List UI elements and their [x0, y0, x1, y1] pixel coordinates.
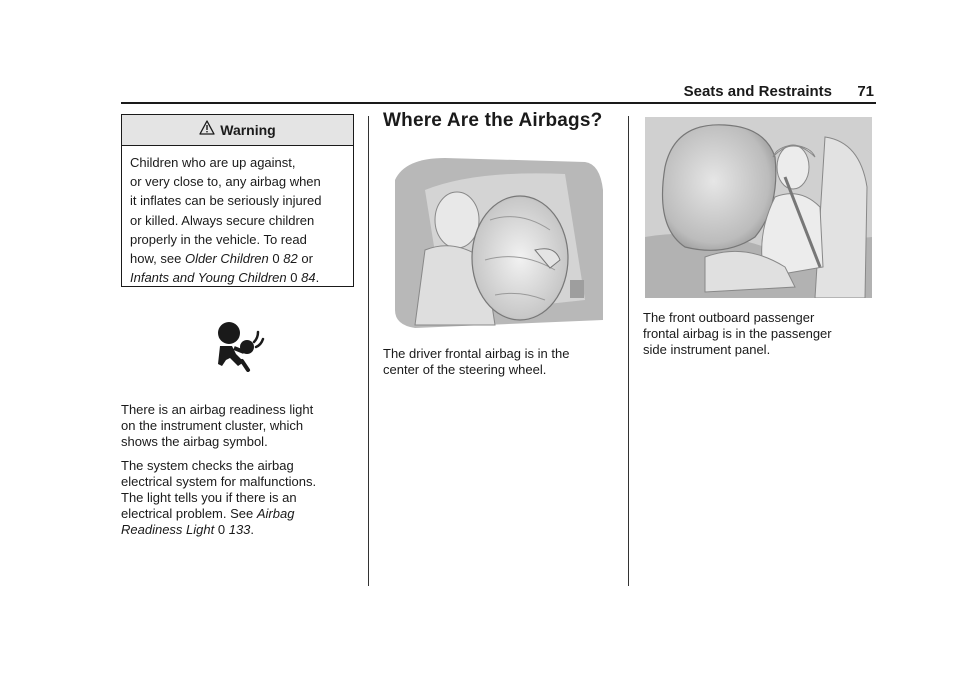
warning-line: or — [301, 251, 313, 267]
warning-line: how, see — [130, 251, 182, 267]
text-line: electrical problem. See — [121, 506, 254, 521]
warning-icon — [199, 120, 215, 136]
page-header — [121, 80, 876, 104]
page-number: 71 — [857, 83, 874, 100]
text-line: frontal airbag is in the passenger — [643, 326, 832, 341]
text-line: The system checks the airbag — [121, 458, 294, 473]
text-line: center of the steering wheel. — [383, 362, 547, 377]
page-ref-symbol: 0 — [217, 522, 226, 537]
warning-header — [122, 115, 353, 146]
link-older-children[interactable]: Older Children — [184, 251, 269, 267]
section-heading: Where Are the Airbags? — [383, 110, 603, 131]
warning-line: it inflates can be seriously injured — [130, 193, 322, 209]
link-infants-young-children[interactable]: Infants and Young Children — [130, 270, 287, 286]
text-line: electrical system for malfunctions. — [121, 474, 317, 489]
page-ref-133[interactable]: 133 — [228, 522, 251, 537]
readiness-text: There is an airbag readiness light on the instrument cluster, which shows the airbag symbol. The system checks the airbag electrical system for malfunctions. The light tells you if there is an electrical problem. See Airbag Readiness Light 0 133. — [121, 402, 317, 537]
airbag-readiness-symbol-icon — [214, 320, 270, 372]
link-airbag-readiness-light[interactable]: Readiness Light — [121, 522, 215, 537]
warning-line: or killed. Always secure children — [130, 212, 315, 228]
text-line: There is an airbag readiness light — [121, 402, 314, 417]
driver-airbag-illustration — [385, 150, 607, 330]
page-ref-symbol: 0 — [272, 251, 280, 267]
text-line: The front outboard passenger — [643, 310, 815, 325]
text-line: side instrument panel. — [643, 342, 771, 357]
driver-airbag-caption — [383, 346, 623, 378]
text-line: The driver frontal airbag is in the — [383, 346, 570, 361]
page-ref-84[interactable]: 84 — [301, 270, 316, 286]
passenger-airbag-illustration — [645, 117, 872, 298]
passenger-airbag-caption — [643, 310, 883, 358]
column-divider-1 — [368, 116, 369, 586]
section-title-header: Seats and Restraints — [683, 83, 832, 100]
text-line: shows the airbag symbol. — [121, 434, 268, 449]
link-airbag-readiness-light[interactable]: Airbag — [256, 506, 295, 521]
text-line: The light tells you if there is an — [121, 490, 297, 505]
warning-line: or very close to, any airbag when — [130, 174, 321, 190]
page-ref-82[interactable]: 82 — [283, 251, 298, 267]
warning-line: Children who are up against, — [130, 155, 296, 170]
warning-box — [121, 114, 354, 287]
warning-line: properly in the vehicle. To read — [130, 231, 307, 247]
page-ref-symbol: 0 — [290, 270, 298, 286]
warning-text: Children who are up against, or very close to, any airbag when it inflates can be seriously injured or killed. Always secure children properly in the vehicle. To read how, see Older Children 0 82 or Infants and Young Children 0 84. — [130, 155, 322, 286]
text-line: on the instrument cluster, which — [121, 418, 304, 433]
column-divider-2 — [628, 116, 629, 586]
warning-title: Warning — [220, 122, 276, 138]
